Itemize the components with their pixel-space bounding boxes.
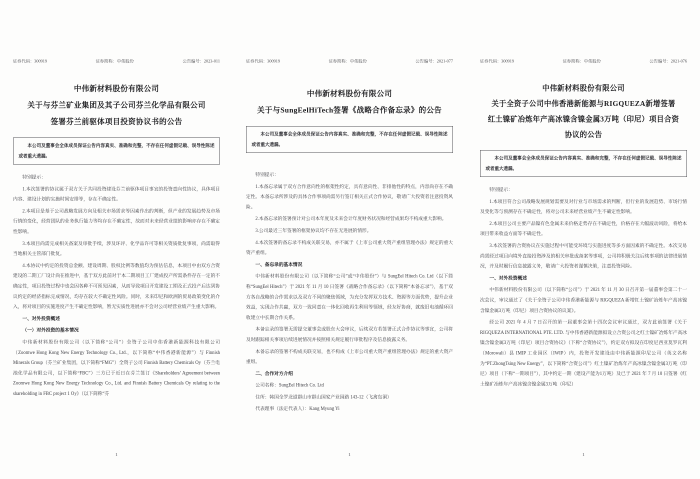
body-paragraph: 3.本次签署的合资协议在实施过程中可能受环境与实施进度等多方面因素的不确定性。本次交易尚需经过项目向境外直接投资涉及的相关审批或备案等事项，公司将积极关注后续事项的法律进展情况，并及时履行信息披露义务，敬请广大投资者谨慎决策，注意投资风险。 — [479, 243, 687, 270]
body-paragraph: （一）对外投资的基本情况 — [22, 328, 79, 334]
page-body — [246, 170, 453, 415]
stock-abbr: 证券简称：中伟股份 — [95, 58, 134, 64]
title-line: 红土镍矿冶炼年产高冰镍含镍金属3万吨（印尼）项目合资 — [487, 115, 679, 124]
announcement-number: 公告编号：2023-011 — [182, 58, 220, 64]
page-number: 1 — [582, 452, 585, 457]
body-paragraph: 2.本备忘录的签署预计对公司本年度及未来会计年度财务状况和经营成果均不构成重大影响。 — [255, 216, 447, 222]
stock-code: 证券代码：300919 — [479, 58, 514, 64]
body-paragraph: 1.本次签署的协议属于双方关于共同投资建设芬兰前驱体项目事宜的投资意向性协议，具体项目内容、建设计划的实施时间安排等，存在不确定性。 — [13, 186, 220, 203]
page-meta — [13, 58, 220, 64]
title-line: 协议的公告 — [564, 131, 602, 139]
announcement-page-rigqueza — [467, 0, 700, 457]
page-content — [467, 58, 700, 479]
body-paragraph: 2.本项目是基于公司战略发展方向及相关市场需求等因素作出的判断，但产业的发展趋势及市场行情的变化，经营团队的业务执行能力等均存在不确定性，故而对未来经营业绩的影响亦存在不确定性影响。 — [13, 208, 220, 235]
disclaimer-box: 本公司及董事会全体成员保证公告内容真实、准确和完整，不存在任何虚假记载、误导性陈述或者重大遗漏。 — [480, 150, 687, 177]
body-paragraph: 特别提示： — [255, 172, 280, 178]
announcement-title — [246, 86, 453, 119]
body-paragraph: 特别提示： — [22, 175, 46, 180]
announcement-number: 公告编号：2021-077 — [415, 58, 454, 64]
body-paragraph: 特别提示： — [489, 187, 513, 193]
body-paragraph: 4.本协议中约定的投资总金额、建设周期、股权比例等数值均为预估信息，本项目中由双方合资建设的二期工厂设计尚在推进中，基于双方此前对于本二期项目工厂建成投产所需条件存在一定的不确定性，项目投资过程中也会因各种不可预见因素，从而导致项目开发建设工期及正式投产后达到协议约定的经济指标完成情况，均存在较大不确定性风险。同时，未来印尼和欧洲的贸易政策变化的介入，将对项目的实施进度产生不确定性影响，暂无实质性进展亦不会对公司经营业绩产生重大影响。 — [13, 263, 220, 310]
page-number: 1 — [115, 452, 118, 457]
announcement-page-sungeel — [233, 0, 466, 457]
title-line: 中伟新材料股份有限公司 — [73, 85, 160, 93]
body-paragraph: 一、对外投资概述 — [22, 316, 60, 322]
body-paragraph: 中伟新材料股份有限公司（以下简称“公司”）于 2021 年 11 月 30 日召开第一届董事会第二十一次会议，审议通过了《关于全资子公司中伟香港新能源与 RIGQUEZA 新增红土镍矿冶炼年产高冰镍含镍金属3万吨（印尼）项目合资协议的议案》。 — [479, 287, 687, 314]
body-paragraph: 住所：韩国全罗北道群山市群山国家产业园路 143-12（飞禽岛洞） — [255, 394, 393, 400]
disclaimer-box: 本公司及董事会全体成员保证公告内容真实、准确和完整，不存在任何虚假记载、误导性陈述或者重大遗漏。 — [246, 126, 453, 153]
body-paragraph: 二、合作对方介绍 — [255, 371, 294, 377]
body-paragraph: 中伟新材料股份有限公司（以下简称“公司”或“中伟股份”）与 SungEel Hitech Co. Ltd（以下简称“SungEel Hitech”）于 2021 年 11 月 10 日签署《战略合作备忘录》（以下简称“本备忘录”），基于双方各自战略的合作需求以及双方不同的聚焦领域，为充分发挥双方技术、资源等方面优势，提升企业效益，实现合作共赢，双方一致同意在一体化回收再生利用等领域，经友好协商，就废旧电池循环回收建立中长期合作关系。 — [246, 274, 454, 321]
title-line: 关于与芬兰矿业集团及其子公司芬兰化学品有限公司 — [27, 101, 206, 110]
body-paragraph: 1.本项目符合公司战略发展规划需要及对行业与市场需求的判断，但行业的发展趋势、市场行情及变化等与预测存在不确定性，将对公司未来经营业绩产生不确定性影响。 — [479, 199, 687, 215]
announcement-title — [480, 81, 687, 143]
announcement-title — [13, 81, 220, 131]
page-content — [0, 58, 233, 479]
stock-abbr: 证券简称：中伟股份 — [328, 58, 368, 64]
stock-abbr: 证券简称：中伟股份 — [562, 58, 601, 64]
title-line: 关于全资子公司中伟香港新能源与RIGQUEZA新增签署 — [491, 100, 676, 108]
body-paragraph: 4.本次签署的备忘录不构成关联交易，亦不属于《上市公司重大资产重组管理办法》规定的重大资产重组。 — [246, 240, 454, 256]
body-paragraph: 1.本备忘录属于双方合作意向性的框架性约定，具有意向性、非排他性的特点，内容尚存在不确定性。本备忘录所涉及的具体合作事项尚需另行签订相关正式合作协议，敬请广大投资者注意投资风险。 — [246, 184, 454, 210]
body-paragraph: 一、备忘录的基本情况 — [255, 262, 303, 268]
body-paragraph: 公司名称：SungEel Hitech Co. Ltd — [255, 383, 325, 389]
body-paragraph: 本备忘录的签署无需提交董事会或股东大会审议，后续双方若签署正式合作协议等事宜，公司将及时跟踪相关事项后续进展情况并按照相关规定履行审批程序及信息披露义务。 — [246, 327, 454, 343]
stock-code: 证券代码：300919 — [246, 58, 281, 64]
page-body — [480, 185, 687, 390]
page-content — [233, 58, 466, 479]
stock-code: 证券代码：300919 — [13, 58, 48, 64]
page-meta — [246, 58, 453, 64]
body-paragraph: 一、对外投资概述 — [489, 275, 527, 281]
body-paragraph: 中伟新材料股份有限公司（以下简称“公司”）全资子公司中伟香港新能源科技有限公司（Zoomwe Hong Kong New Energy Technology Co., Ltd.，以下简称“中伟香港新能源”）与 Finnish Minerals Group（芬兰矿业集团，以下简称“FMG”）全资子公司 Finnish Battery Chemicals Oy（芬兰电池化学品有限公司，以下简称“FBC”）三方已于近日在芬兰签订《Shareholders’ Agreement between Zoomwe Hong Kong New Energy Technology Co., Ltd. and Finnish Battery Chemicals Oy relating to the shareholding in FBC project 1 Oy》（以下简称“芬 — [13, 339, 220, 397]
title-line: 中伟新材料股份有限公司 — [307, 90, 393, 98]
page-body — [13, 173, 220, 400]
body-paragraph: 本备忘录的签署不构成关联交易，也不构成《上市公司重大资产重组管理办法》规定的重大资产重组。 — [246, 349, 454, 365]
announcement-page-finland — [0, 0, 233, 457]
body-paragraph: 3.本项目尚需完成相关备案及审批手续，涉及环评、化学品许可等相关资质批复事项，尚需取得当地相关主管部门批复。 — [13, 241, 220, 257]
title-line: 关于与SungEelHiTech签署《战略合作备忘录》的公告 — [257, 106, 443, 115]
page-meta — [480, 58, 687, 64]
body-paragraph: 代表理事（法定代表人）：Kang Myung Yi — [255, 406, 340, 412]
body-paragraph: 3.公司最近三年签署的框架协议均不存在无进展的情形。 — [255, 228, 372, 234]
body-paragraph: 经公司 2021 年 4 月 7 日召开的第一届董事会第十四次会议审议通过，双方此前签署《关于 RIGQUEZA INTERNATIONAL PTE. LTD. 与中伟香港新能源拟设立合资公司之红土镍矿冶炼年产高冰镍含镍金属3万吨（印尼）项目合资协议》（下称“合资协议”），约定双方拟设在印度尼西亚莫罗瓦利（Morowali）县 IMIP 工业园区（IWIP）内，投资开发建设由中伟新能源印尼公司（英文名称为“PT.ZhongTsing New Energy”，以下简称“合资公司”）红土镍矿冶炼年产高冰镍含镍金属3万吨（印尼）项目（下称“一期项目”），其中约定一期（建设产能为1万吨）及已于 2021 年 7 月 10 日签署《红土镍矿冶炼年产高冰镍含镍金属3万吨（印尼） — [479, 320, 687, 387]
disclaimer-box: 本公司及董事会全体成员保证公告内容真实、准确和完整，不存在任何虚假记载、误导性陈述或者重大遗漏。 — [13, 138, 220, 165]
title-line: 签署芬兰前驱体项目投资协议书的公告 — [50, 118, 183, 126]
announcement-number: 公告编号：2021-076 — [649, 58, 687, 64]
body-paragraph: 2.本项目公司主要产品镍有色金属未来价格走势存在不确定性，价格存在大幅波动风险，将给本项目带来收益方面等不确定性。 — [479, 221, 687, 237]
page-number: 1 — [348, 452, 351, 457]
title-line: 中伟新材料股份有限公司 — [541, 84, 625, 93]
